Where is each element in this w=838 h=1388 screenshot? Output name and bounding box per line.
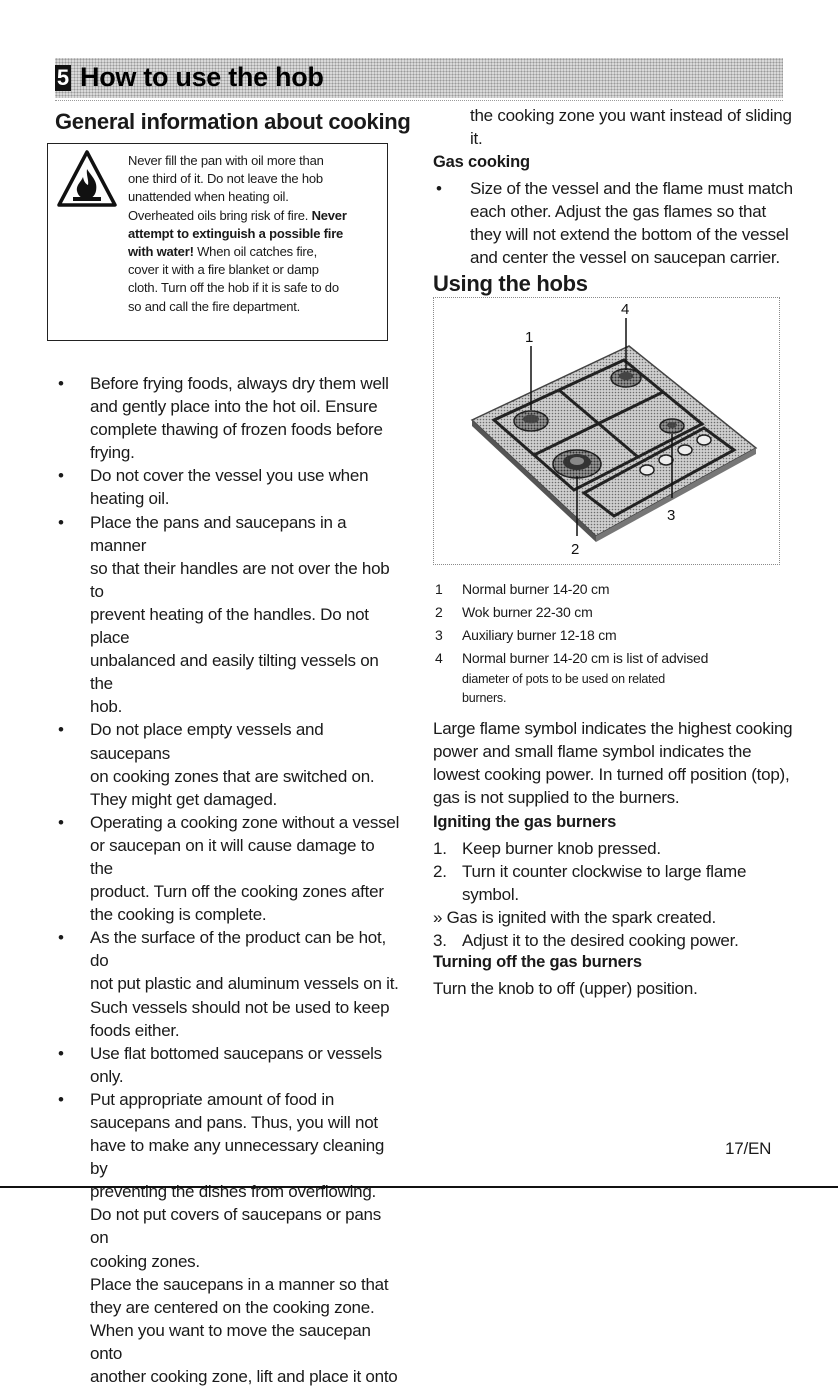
flame-symbol-paragraph: Large flame symbol indicates the highest cooking power and small flame symbol indicates the lowest cooking power. In turned off position (top), gas is not supplied to the burners. (433, 719, 793, 807)
list-item: • Do not place empty vessels and saucepans on cooking zones that are switched on. They might get damaged. (55, 718, 400, 810)
step-result-note: » Gas is ignited with the spark created. (433, 908, 716, 927)
list-item: • Place the pans and saucepans in a manner so that their handles are not over the hob to prevent heating of the handles. Do not place unbalanced and easily tilting vessels on the hob. (55, 511, 400, 719)
callout-label-1: 1 (525, 329, 534, 346)
general-info-heading: General information about cooking (55, 109, 411, 134)
burner-1 (514, 411, 548, 431)
callout-label-3: 3 (667, 507, 676, 524)
igniting-heading: Igniting the gas burners (433, 813, 617, 831)
igniting-steps (433, 837, 793, 952)
step-item: 2. Turn it counter clockwise to large flame symbol. (433, 862, 747, 904)
list-item: • Before frying foods, always dry them well and gently place into the hot oil. Ensure complete thawing of frozen foods before frying. (55, 372, 400, 464)
list-item: • Do not cover the vessel you use when heating oil. (55, 464, 400, 510)
legend-item: 1 Normal burner 14-20 cm (435, 581, 610, 597)
list-item: • As the surface of the product can be hot, do not put plastic and aluminum vessels on it. Such vessels should not be used to keep foods either. (55, 926, 400, 1041)
continued-text: the cooking zone you want instead of sliding it. (470, 106, 792, 148)
legend-item: 2 Wok burner 22-30 cm (435, 604, 593, 620)
warning-text: Never fill the pan with oil more than one third of it. Do not leave the hob unattended when heating oil. Overheated oils bring risk of fire. Never attempt to extinguish a possible fire with water! When oil catches fire, cover it with a fire blanket or damp cloth. Turn off the hob if it is safe to do so and call the fire department. (128, 153, 347, 314)
using-hobs-heading: Using the hobs (433, 271, 588, 296)
fire-warning-icon (56, 149, 118, 209)
gas-cooking-bullet: • Size of the vessel and the flame must match each other. Adjust the gas flames so that they will not extend the bottom of the vessel and center the vessel on saucepan carrier. (436, 179, 793, 267)
step-item: 1. Keep burner knob pressed. (433, 839, 661, 858)
turning-off-text: Turn the knob to off (upper) position. (433, 979, 698, 998)
bullet-dot: • (436, 179, 442, 198)
burner-4 (611, 369, 641, 387)
step-item: 3. Adjust it to the desired cooking power. (433, 931, 739, 950)
section-title: How to use the hob (80, 62, 324, 92)
header-divider (55, 100, 783, 101)
section-number-badge: 5 (56, 65, 70, 90)
burner-2 (553, 450, 601, 478)
burner-3 (660, 419, 684, 433)
cooking-tips-list (55, 372, 400, 1388)
list-item: • Put appropriate amount of food in saucepans and pans. Thus, you will not have to make any unnecessary cleaning by preventing the dishes from overflowing. Do not put covers of saucepans or pans on cooking zones. Place the saucepans in a manner so that they are centered on the cooking zone. When you want to move the saucepan onto another cooking zone, lift and place it onto (55, 1088, 400, 1388)
hob-illustration (434, 298, 779, 564)
list-item: • Operating a cooking zone without a vessel or saucepan on it will cause damage to the product. Turn off the cooking zones after the cooking is complete. (55, 811, 400, 926)
list-item: • Use flat bottomed saucepans or vessels only. (55, 1042, 400, 1088)
legend-item: 4 Normal burner 14-20 cm is list of advised diameter of pots to be used on related burners. (435, 650, 709, 705)
legend-item: 3 Auxiliary burner 12-18 cm (435, 627, 617, 643)
burner-legend (435, 578, 785, 708)
callout-label-2: 2 (571, 541, 580, 558)
callout-label-4: 4 (621, 301, 630, 318)
gas-cooking-heading: Gas cooking (433, 153, 530, 171)
hob-figure (433, 297, 780, 565)
turning-off-heading: Turning off the gas burners (433, 953, 642, 971)
page-number: 17/EN (725, 1139, 772, 1158)
bottom-rule (0, 1186, 838, 1188)
